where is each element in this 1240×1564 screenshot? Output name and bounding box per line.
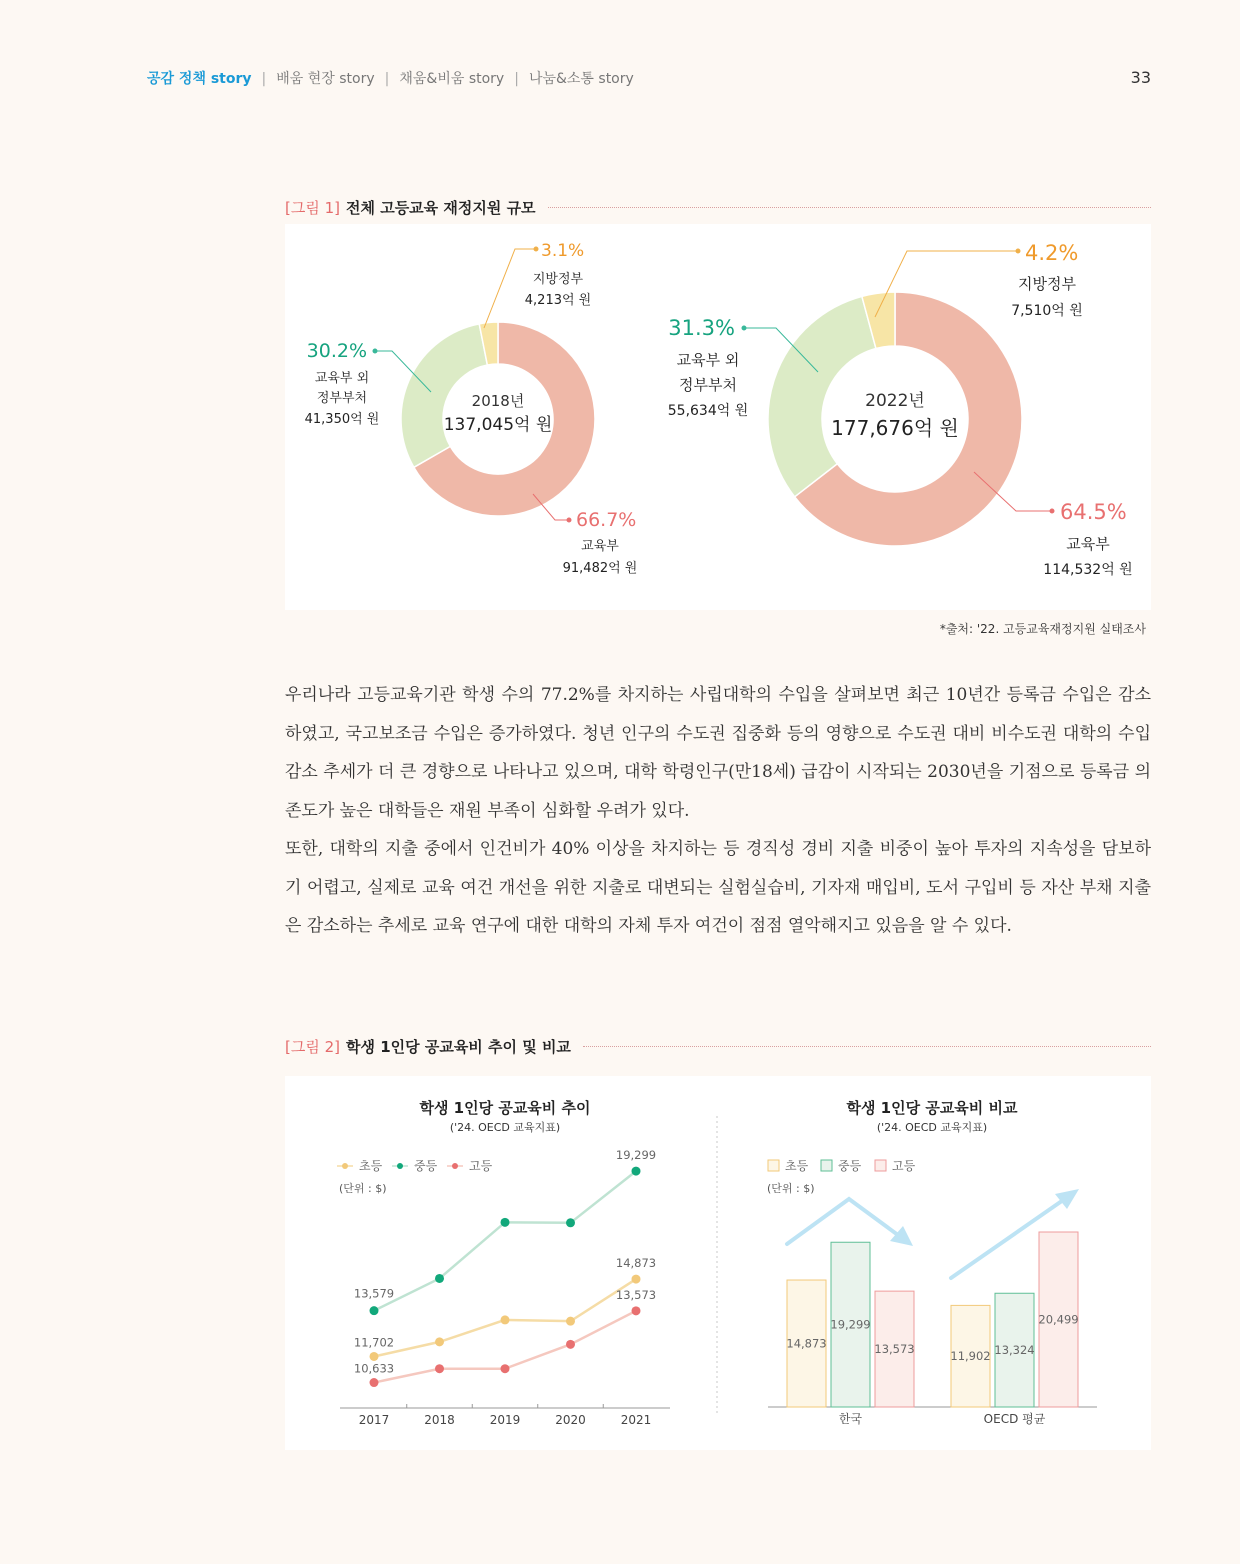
legend-label-tertiary: 고등	[469, 1159, 493, 1173]
label-2022-other-name1: 교육부 외	[676, 351, 740, 369]
figure1-heading	[285, 197, 1151, 218]
figure2-charts	[285, 1076, 1151, 1450]
bar-chart-title: 학생 1인당 공교육비 비교	[846, 1099, 1018, 1117]
nav-item-policy[interactable]: 공감 정책 story	[147, 71, 252, 87]
figure1-source: *출처: '22. 고등교육재정지원 실태조사	[939, 622, 1146, 636]
data-point-초등	[370, 1352, 379, 1361]
figure2-tag: [그림 2]	[285, 1038, 340, 1056]
legend-label-secondary: 중등	[838, 1159, 862, 1173]
x-tick-label: 2020	[555, 1413, 586, 1427]
figure1-donuts	[285, 224, 1151, 610]
label-2018-local-pct: 3.1%	[541, 241, 585, 261]
data-label-고등: 10,633	[353, 1361, 395, 1376]
bar-legend	[768, 1159, 916, 1173]
label-2018-local-name: 지방정부	[532, 272, 584, 287]
nav-separator: |	[384, 71, 390, 87]
label-2018-local-amount: 4,213억 원	[524, 293, 592, 308]
label-2022-other-amount: 55,634억 원	[667, 403, 749, 419]
bar-value-label: 13,573	[874, 1342, 915, 1357]
data-point-초등	[632, 1275, 641, 1284]
label-2018-moe-pct: 66.7%	[576, 509, 637, 531]
nav-item-share[interactable]: 나눔&소통 story	[528, 71, 634, 87]
bar-value-label: 20,499	[1038, 1312, 1079, 1327]
data-label-초등: 11,702	[353, 1335, 395, 1350]
body-paragraph-1: 우리나라 고등교육기관 학생 수의 77.2%를 차지하는 사립대학의 수입을 살펴보면 최근 10년간 등록금 수입은 감소하였고, 국고보조금 수입은 증가하였다. 청년 인구의 수도권 집중화 등의 영향으로 수도권 대비 비수도권 대학의 수입 감소 추세가 더 큰 경향으로 나타나고 있으며, 대학 학령인구(만18세) 급감이 시작되는 2030년을 기점으로 등록금 의존도가 높은 대학들은 재원 부족이 심화할 우려가 있다.	[285, 685, 1151, 821]
data-point-고등	[435, 1364, 444, 1373]
data-point-초등	[566, 1317, 575, 1326]
dotted-rule	[583, 1046, 1151, 1047]
data-point-초등	[435, 1337, 444, 1346]
nav-item-fill-empty[interactable]: 채움&비움 story	[399, 71, 505, 87]
data-point-고등	[501, 1364, 510, 1373]
x-tick-label: 2019	[489, 1413, 521, 1427]
label-2022-local-name: 지방정부	[1018, 275, 1076, 293]
korea-trend-arrow	[787, 1199, 902, 1244]
line-chart-title: 학생 1인당 공교육비 추이	[419, 1099, 591, 1117]
bar-chart-subtitle: ('24. OECD 교육지표)	[876, 1121, 988, 1134]
legend-label-elementary: 초등	[785, 1159, 809, 1173]
figure2-heading	[285, 1036, 1151, 1057]
data-label-고등: 13,573	[615, 1287, 657, 1302]
x-tick-label: 2018	[424, 1413, 455, 1427]
figure1-tag: [그림 1]	[285, 199, 340, 217]
bar-value-label: 11,902	[950, 1349, 991, 1364]
bar-value-label: 14,873	[786, 1336, 827, 1351]
leader-2018-local	[484, 247, 538, 328]
label-2022-other-name2: 정부부처	[679, 376, 737, 394]
dotted-rule	[548, 207, 1151, 208]
label-2018-other-name2: 정부부처	[316, 391, 368, 406]
data-point-중등	[370, 1306, 379, 1315]
legend-swatch-tertiary	[875, 1160, 886, 1171]
category-label: OECD 평균	[983, 1412, 1046, 1426]
label-2018-other-pct: 30.2%	[306, 340, 367, 362]
line-legend	[337, 1159, 493, 1173]
figure1-title: 전체 고등교육 재정지원 규모	[346, 199, 536, 217]
data-point-중등	[632, 1167, 641, 1176]
line-chart-unit: (단위 : $)	[339, 1182, 387, 1195]
figure1-panel	[285, 224, 1151, 610]
donut-2022-total: 177,676억 원	[831, 416, 959, 440]
legend-marker-secondary	[397, 1163, 403, 1169]
label-2022-moe-pct: 64.5%	[1060, 500, 1127, 524]
legend-swatch-elementary	[768, 1160, 779, 1171]
donut-2022-slice-1	[768, 296, 876, 496]
data-point-고등	[566, 1340, 575, 1349]
line-chart-subtitle: ('24. OECD 교육지표)	[449, 1121, 561, 1134]
label-2022-local-pct: 4.2%	[1025, 241, 1079, 265]
data-point-초등	[501, 1315, 510, 1324]
data-point-고등	[632, 1306, 641, 1315]
series-line-중등	[374, 1171, 636, 1311]
label-2018-moe-name: 교육부	[581, 539, 619, 554]
data-point-중등	[435, 1274, 444, 1283]
label-2018-other-amount: 41,350억 원	[304, 412, 380, 427]
data-point-중등	[501, 1218, 510, 1227]
legend-marker-elementary	[342, 1163, 348, 1169]
x-tick-label: 2021	[620, 1413, 652, 1427]
top-navigation	[147, 68, 634, 88]
legend-label-tertiary: 고등	[892, 1159, 916, 1173]
nav-separator: |	[261, 71, 267, 87]
donut-2022-year: 2022년	[865, 391, 925, 411]
legend-label-elementary: 초등	[359, 1159, 383, 1173]
data-label-중등: 19,299	[615, 1148, 657, 1163]
legend-label-secondary: 중등	[414, 1159, 438, 1173]
data-label-중등: 13,579	[353, 1286, 395, 1301]
donut-2018-year: 2018년	[471, 392, 525, 410]
page-number: 33	[1130, 68, 1151, 87]
bar-value-label: 13,324	[994, 1343, 1035, 1358]
figure2-title: 학생 1인당 공교육비 추이 및 비교	[346, 1038, 571, 1056]
line-chart-plot	[340, 1148, 670, 1427]
figure2-panel	[285, 1076, 1151, 1450]
label-2022-local-amount: 7,510억 원	[1011, 303, 1083, 319]
label-2022-moe-amount: 114,532억 원	[1043, 562, 1133, 578]
data-label-초등: 14,873	[615, 1256, 657, 1271]
category-label: 한국	[838, 1412, 863, 1426]
label-2018-other-name1: 교육부 외	[314, 371, 370, 386]
label-2022-moe-name: 교육부	[1066, 535, 1110, 553]
donut-2018-total: 137,045억 원	[443, 415, 553, 435]
legend-swatch-secondary	[821, 1160, 832, 1171]
data-point-중등	[566, 1218, 575, 1227]
bar-chart-plot	[768, 1232, 1097, 1426]
nav-item-learning[interactable]: 배움 현장 story	[276, 71, 375, 87]
bar-value-label: 19,299	[830, 1317, 871, 1332]
data-point-고등	[370, 1378, 379, 1387]
body-paragraph-2: 또한, 대학의 지출 중에서 인건비가 40% 이상을 차지하는 등 경직성 경비 지출 비중이 높아 투자의 지속성을 담보하기 어렵고, 실제로 교육 여건 개선을 위한 지출로 대변되는 실험실습비, 기자재 매입비, 도서 구입비 등 자산 부채 지출은 감소하는 추세로 교육 연구에 대한 대학의 자체 투자 여건이 점점 열악해지고 있음을 알 수 있다.	[285, 839, 1151, 936]
body-text	[285, 676, 1151, 946]
x-tick-label: 2017	[358, 1413, 390, 1427]
legend-marker-tertiary	[452, 1163, 458, 1169]
nav-separator: |	[514, 71, 519, 87]
label-2018-moe-amount: 91,482억 원	[562, 561, 638, 576]
label-2022-other-pct: 31.3%	[668, 316, 735, 340]
bar-chart-unit: (단위 : $)	[767, 1182, 815, 1195]
